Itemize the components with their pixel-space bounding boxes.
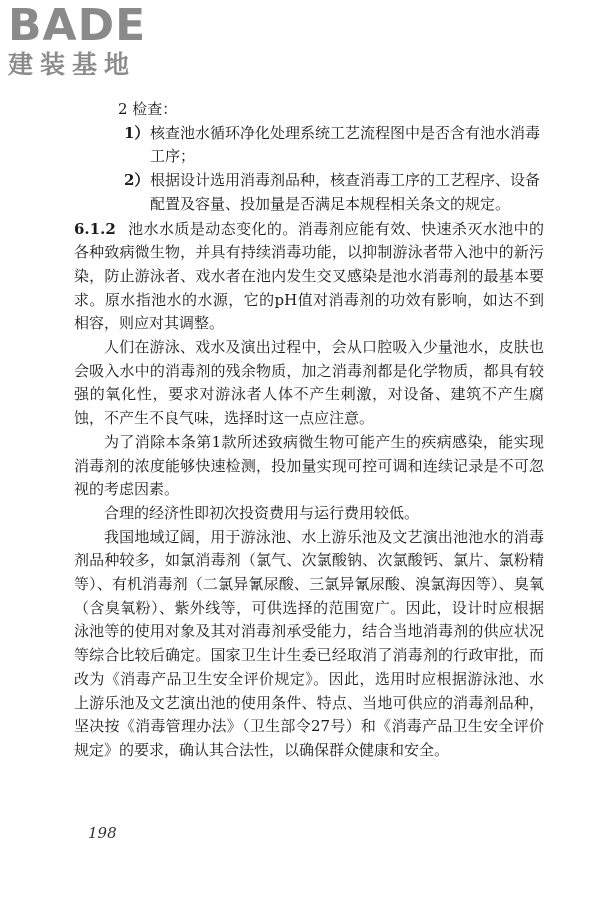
paragraph: 合理的经济性即初次投资费用与运行费用较低。	[104, 503, 420, 522]
section-heading: 2 检查：	[118, 100, 178, 118]
bade-logo	[8, 0, 178, 80]
page-number: 198	[88, 824, 117, 842]
clause-text: 池水水质是动态变化的。消毒剂应能有效、快速杀灭水池中的各种致病微生物，并具有持续消毒功能，以抑制游泳者带入池中的新污染，防止游泳者、戏水者在池内发生交叉感染是池水消毒剂的最基本要求。原水指池水的水源，它的pH值对消毒剂的功效有影响，如达不到相容，则应对其调整。	[74, 219, 544, 333]
clause-number: 6.1.2	[74, 219, 116, 238]
logo-wordmark: BADE	[8, 0, 147, 51]
logo-subtitle: 建装基地	[8, 50, 137, 79]
document-body	[74, 98, 544, 763]
item-text: 根据设计选用消毒剂品种，核查消毒工序的工艺程序、设备配置及容量、投加量是否满足本规程相关条文的规定。	[150, 171, 541, 213]
check-item-2	[74, 169, 544, 216]
clause-6-1-2	[74, 218, 544, 337]
item-number: 1）	[124, 123, 150, 142]
item-text: 核查池水循环净化处理系统工艺流程图中是否含有池水消毒工序；	[150, 123, 541, 166]
item-number: 2）	[124, 171, 150, 190]
paragraph: 人们在游泳、戏水及演出过程中，会从口腔吸入少量池水，皮肤也会吸入水中的消毒剂的残余物质，加之消毒剂都是化学物质，都具有较强的氧化性，要求对游泳者人体不产生刺激，对设备、建筑不产生腐蚀，不产生不良气味，选择时这一点应注意。	[74, 338, 544, 428]
paragraph: 我国地域辽阔，用于游泳池、水上游乐池及文艺演出池池水的消毒剂品种较多，如氯消毒剂（氯气、次氯酸钠、次氯酸钙、氯片、氯粉精等）、有机消毒剂（二氯异氰尿酸、三氯异氰尿酸、溴氯海因等）、臭氧（含臭氧粉）、紫外线等，可供选择的范围宽广。因此，设计时应根据泳池等的使用对象及其对消毒剂承受能力，结合当地消毒剂的供应状况等综合比较后确定。国家卫生计生委已经取消了消毒剂的行政审批，而改为《消毒产品卫生安全评价规定》。因此，选用时应根据游泳池、水上游乐池及文艺演出池的使用条件、特点、当地可供应的消毒剂品种，坚决按《消毒管理办法》（卫生部令27号）和《消毒产品卫生安全评价规定》的要求，确认其合法性，以确保群众健康和安全。	[74, 527, 544, 759]
paragraph: 为了消除本条第1款所述致病微生物可能产生的疾病感染，能实现消毒剂的浓度能够快速检测，投加量实现可控可调和连续记录是不可忽视的考虑因素。	[74, 432, 544, 499]
check-item-1	[74, 122, 544, 169]
